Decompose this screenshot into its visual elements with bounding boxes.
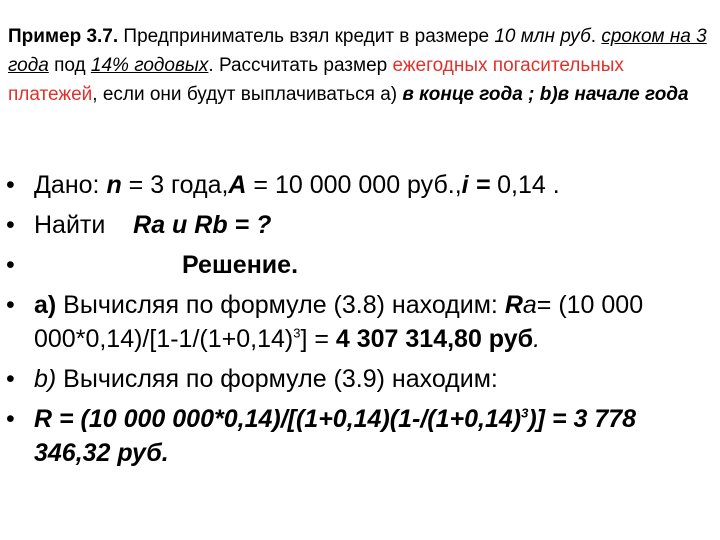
part-a-r-subscript: а	[522, 291, 537, 319]
loan-term: сроком на 3 года	[8, 26, 707, 76]
bullet-dot: •	[6, 171, 15, 199]
given-a-symbol: A	[228, 171, 247, 199]
given-i-symbol: i =	[461, 171, 491, 199]
bullet-dot: •	[6, 405, 15, 433]
given-a-value: = 10 000 000 руб.,	[246, 171, 462, 199]
bullet-dot: •	[6, 211, 15, 239]
solution-title: Решение.	[182, 251, 299, 279]
part-a-formula-end: ] =	[300, 325, 336, 353]
part-a-exponent: 3	[293, 325, 301, 341]
payment-cases: в конце года ; b)в начале года	[402, 84, 689, 105]
highlighted-phrase: ежегодных погасительных платежей	[8, 55, 624, 105]
part-b-label: b)	[34, 365, 57, 393]
find-expression: Ra и Rb = ?	[133, 211, 272, 239]
loan-amount: 10 млн руб	[494, 26, 591, 47]
part-a-label: а)	[34, 291, 57, 319]
bullet-dot: •	[6, 365, 15, 393]
bullet-part-b	[0, 362, 716, 396]
bullet-part-b-formula	[0, 402, 716, 470]
problem-text-5: , если они будут выплачиваться а)	[92, 84, 403, 105]
given-n-symbol: n	[106, 171, 122, 199]
part-a-result: 4 307 314,80 руб	[335, 325, 534, 353]
part-a-formula: = (10 000 000*0,14)/[1-1/(1+0,14)	[34, 291, 644, 353]
part-b-formula-end: )] = 3 778 346,32 руб.	[34, 405, 637, 467]
part-b-formula: R = (10 000 000*0,14)/[(1+0,14)(1-/(1+0,14)	[34, 405, 522, 433]
example-label: Пример 3.7.	[8, 26, 119, 47]
part-b-exponent: 3	[521, 405, 529, 421]
part-b-text: Вычисляя по формуле (3.9) находим:	[56, 365, 498, 393]
problem-text-4: . Рассчитать размер	[208, 55, 393, 76]
problem-text-1: Предприниматель взял кредит в размере	[118, 26, 495, 47]
bullet-dot: •	[6, 291, 15, 319]
interest-rate: 14% годовых	[90, 55, 209, 76]
given-i-value: 0,14 .	[490, 171, 560, 199]
problem-text-2: .	[590, 26, 602, 47]
part-a-text: Вычисляя по формуле (3.8) находим:	[56, 291, 505, 319]
bullet-part-a	[0, 288, 716, 356]
part-a-dot: .	[533, 325, 541, 353]
part-a-r-symbol: R	[504, 291, 523, 319]
bullet-dot: •	[6, 251, 15, 279]
given-n-value: = 3 года,	[121, 171, 229, 199]
bullet-find	[0, 208, 716, 242]
given-prefix: Дано:	[34, 171, 107, 199]
problem-text-3: под	[48, 55, 91, 76]
bullet-given	[0, 168, 716, 202]
solution-bullets	[0, 168, 716, 476]
bullet-solution-title	[0, 248, 716, 282]
find-prefix: Найти	[34, 211, 113, 239]
problem-statement	[8, 22, 712, 109]
